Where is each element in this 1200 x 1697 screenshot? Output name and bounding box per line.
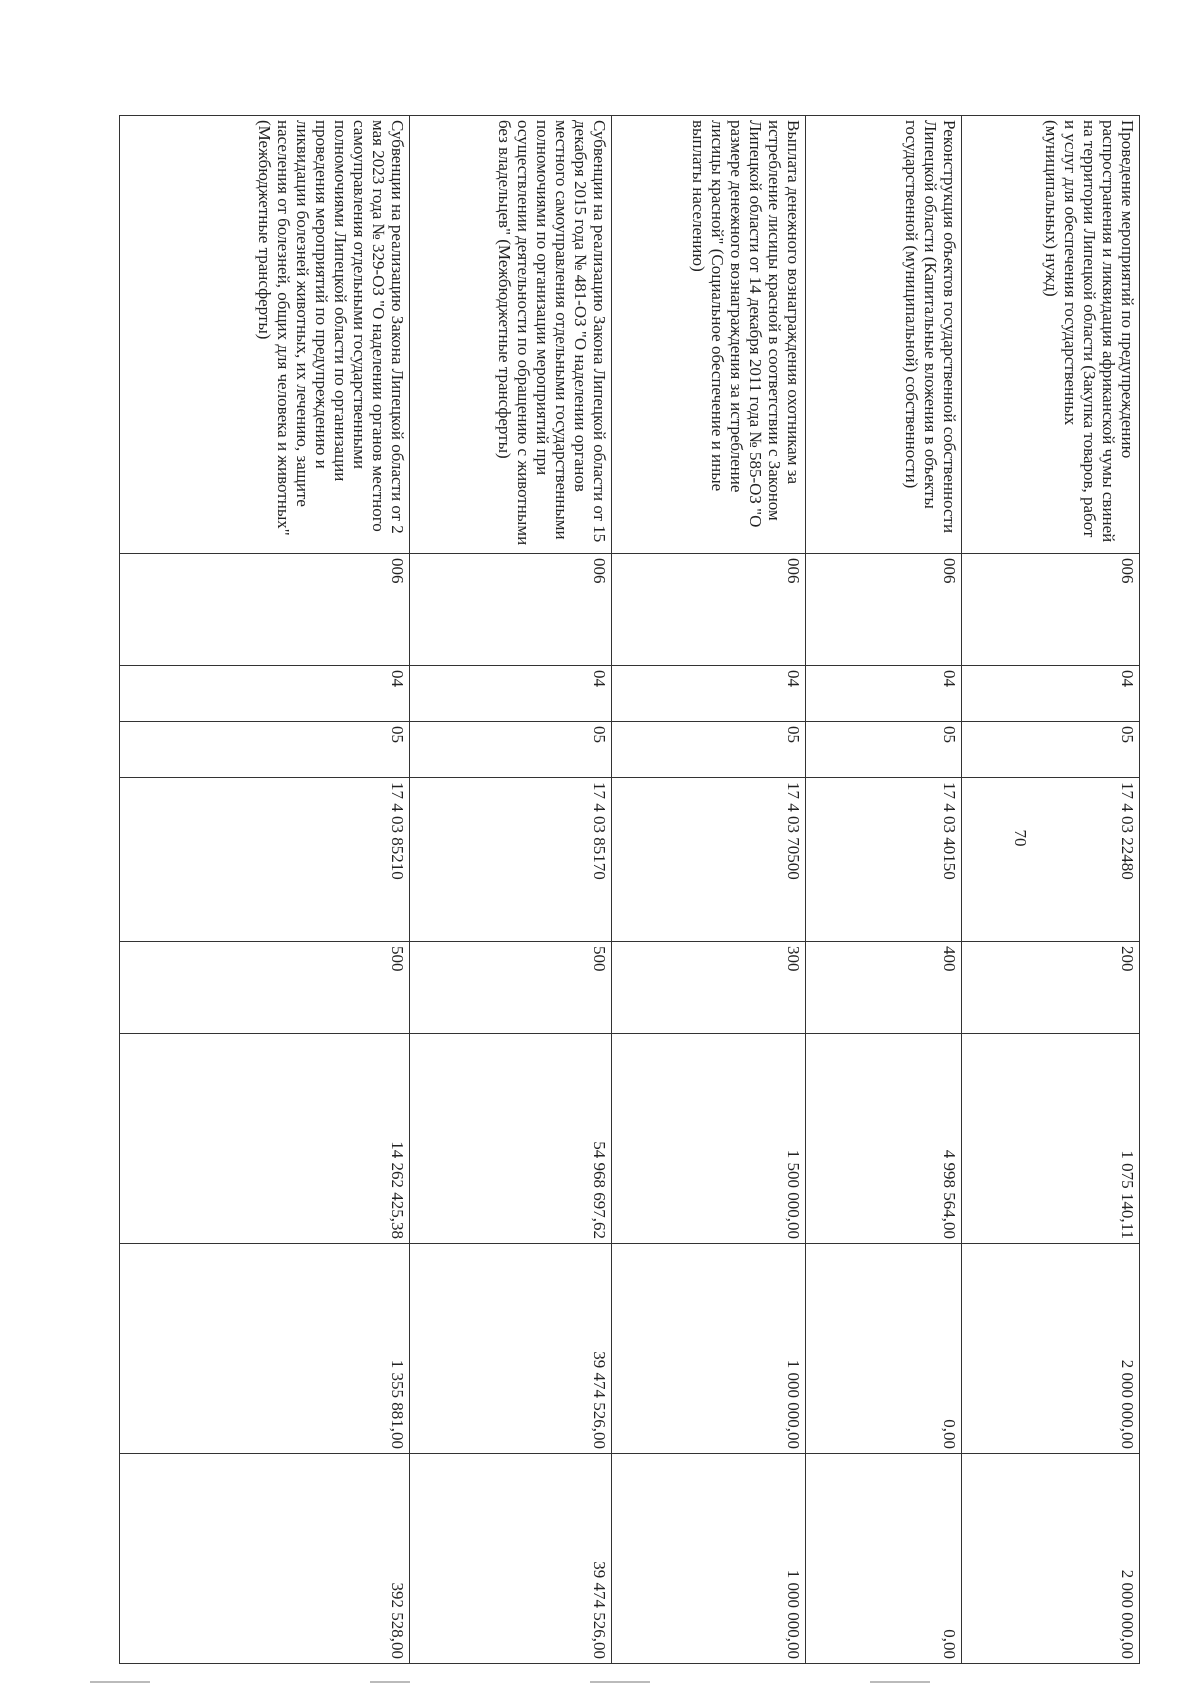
cell-sum2: 2 000 000,00 bbox=[962, 1244, 1140, 1454]
scan-artifact bbox=[870, 1681, 930, 1683]
table-row bbox=[962, 116, 1140, 1664]
cell-vr: 200 bbox=[962, 942, 1140, 1034]
cell-name: Проведение мероприятий по предупреждению распространения и ликвидация африканской чумы свиней на территории Липецкой области (Закупка товаров, работ и услуг для обеспечения государственных (муниципальных) нужд) bbox=[962, 116, 1140, 554]
cell-glava: 006 bbox=[806, 554, 962, 666]
scan-artifact bbox=[90, 1681, 150, 1683]
budget-table bbox=[119, 115, 1140, 1664]
cell-sum2: 0,00 bbox=[806, 1244, 962, 1454]
table-row bbox=[806, 116, 962, 1664]
page-number: 70 bbox=[1011, 829, 1030, 847]
cell-csr: 17 4 03 40150 bbox=[806, 778, 962, 942]
cell-razdel: 04 bbox=[120, 666, 410, 722]
cell-glava: 006 bbox=[612, 554, 806, 666]
cell-sum2: 1 355 881,00 bbox=[120, 1244, 410, 1454]
cell-sum3: 1 000 000,00 bbox=[612, 1454, 806, 1664]
cell-podrazdel: 05 bbox=[120, 722, 410, 778]
cell-vr: 500 bbox=[120, 942, 410, 1034]
cell-csr: 17 4 03 22480 bbox=[962, 778, 1140, 942]
cell-razdel: 04 bbox=[806, 666, 962, 722]
cell-name: Субвенции на реализацию Закона Липецкой области от 2 мая 2023 года № 329-ОЗ "О наделении органов местного самоуправления отдельными государственными полномочиями Липецкой области по организации проведения мероприятий по предупреждению и ликвидации болезней животных, их лечению, защите населения от болезней, общих для человека и животных" (Межбюджетные трансферты) bbox=[120, 116, 410, 554]
cell-sum2: 1 000 000,00 bbox=[612, 1244, 806, 1454]
cell-glava: 006 bbox=[410, 554, 612, 666]
cell-vr: 300 bbox=[612, 942, 806, 1034]
cell-razdel: 04 bbox=[410, 666, 612, 722]
cell-name: Выплата денежного вознаграждения охотникам за истребление лисицы красной в соответствии с Законом Липецкой области от 14 декабря 2011 года № 585-ОЗ "О размере денежного вознаграждения за истребление лисицы красной" (Социальное обеспечение и иные выплаты населению) bbox=[612, 116, 806, 554]
table-body bbox=[120, 116, 1140, 1664]
table-row bbox=[612, 116, 806, 1664]
cell-csr: 17 4 03 85170 bbox=[410, 778, 612, 942]
cell-podrazdel: 05 bbox=[612, 722, 806, 778]
cell-sum2: 39 474 526,00 bbox=[410, 1244, 612, 1454]
cell-csr: 17 4 03 85210 bbox=[120, 778, 410, 942]
cell-name: Субвенции на реализацию Закона Липецкой области от 15 декабря 2015 года № 481-ОЗ "О наделении органов местного самоуправления отдельными государственными полномочиями по организации мероприятий при осуществлении деятельности по обращению с животными без владельцев" (Межбюджетные трансферты) bbox=[410, 116, 612, 554]
scan-artifact bbox=[370, 1681, 410, 1683]
cell-csr: 17 4 03 70500 bbox=[612, 778, 806, 942]
cell-vr: 400 bbox=[806, 942, 962, 1034]
cell-podrazdel: 05 bbox=[410, 722, 612, 778]
cell-vr: 500 bbox=[410, 942, 612, 1034]
cell-razdel: 04 bbox=[612, 666, 806, 722]
cell-sum3: 392 528,00 bbox=[120, 1454, 410, 1664]
cell-podrazdel: 05 bbox=[806, 722, 962, 778]
cell-sum3: 2 000 000,00 bbox=[962, 1454, 1140, 1664]
cell-podrazdel: 05 bbox=[962, 722, 1140, 778]
cell-sum1: 4 998 564,00 bbox=[806, 1034, 962, 1244]
cell-sum1: 14 262 425,38 bbox=[120, 1034, 410, 1244]
scan-artifact bbox=[590, 1681, 650, 1683]
cell-sum1: 1 075 140,11 bbox=[962, 1034, 1140, 1244]
rotated-table-container bbox=[120, 115, 1140, 1663]
cell-name: Реконструкция объектов государственной собственности Липецкой области (Капитальные вложения в объекты государственной (муниципальной) собственности) bbox=[806, 116, 962, 554]
table-row bbox=[120, 116, 410, 1664]
cell-sum3: 0,00 bbox=[806, 1454, 962, 1664]
cell-glava: 006 bbox=[962, 554, 1140, 666]
cell-glava: 006 bbox=[120, 554, 410, 666]
cell-sum1: 1 500 000,00 bbox=[612, 1034, 806, 1244]
cell-razdel: 04 bbox=[962, 666, 1140, 722]
table-row bbox=[410, 116, 612, 1664]
cell-sum3: 39 474 526,00 bbox=[410, 1454, 612, 1664]
cell-sum1: 54 968 697,62 bbox=[410, 1034, 612, 1244]
